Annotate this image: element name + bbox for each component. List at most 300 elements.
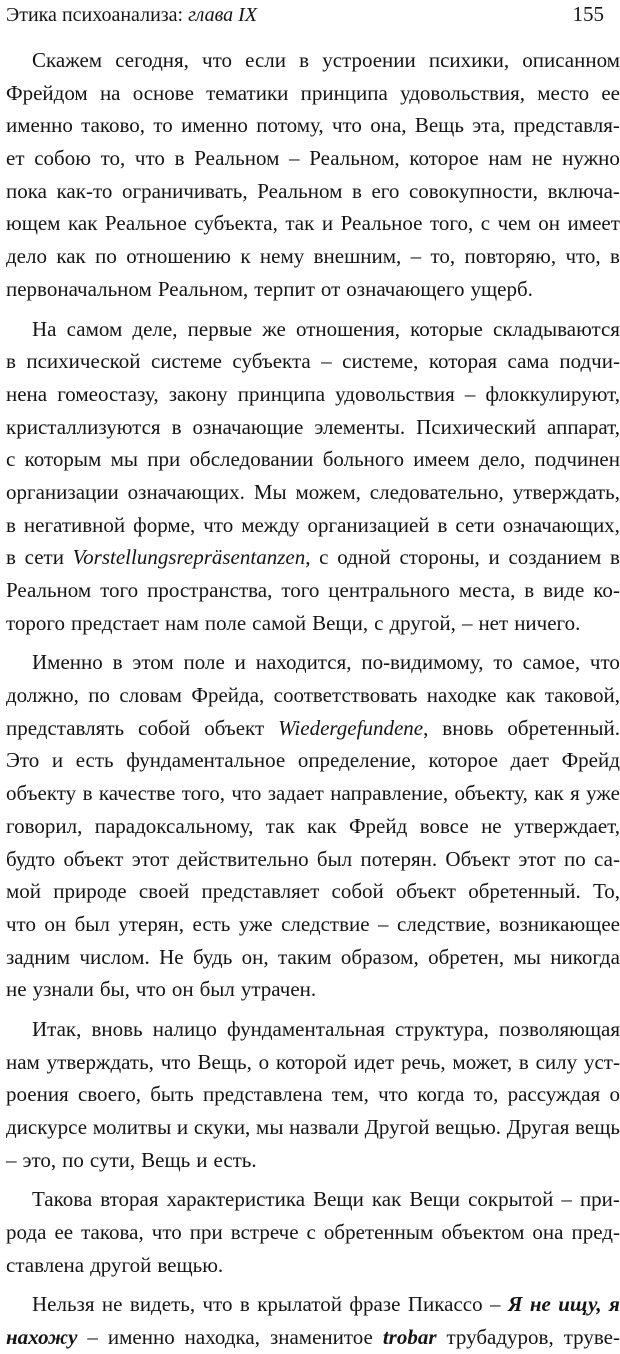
word: означающего [346, 276, 465, 301]
word: подчинен [534, 447, 620, 472]
word: находится, [255, 650, 352, 675]
word: то, [473, 1082, 499, 1107]
text-line [6, 443, 620, 476]
word: ущерб. [470, 276, 533, 301]
word: пред- [571, 1220, 620, 1245]
text-line [6, 175, 620, 208]
word: первые [187, 316, 253, 341]
word: от [320, 276, 341, 301]
word: потерян. [360, 846, 438, 871]
text-line [6, 712, 620, 745]
emphasized-word: ищу, [558, 1292, 602, 1317]
word: психики, [428, 48, 510, 72]
word: объект [396, 879, 456, 904]
word: видеть, [129, 1292, 196, 1317]
word: на [99, 80, 121, 105]
text-line [6, 777, 620, 810]
word: рода [6, 1220, 47, 1245]
word: что [135, 977, 166, 1002]
word: Такова [32, 1187, 93, 1212]
word: в [239, 1292, 250, 1317]
text-line [6, 1144, 620, 1177]
word: Вещи [313, 1187, 364, 1212]
word: подчи- [559, 349, 620, 374]
word: Пикассо [407, 1292, 483, 1317]
word: с [306, 1220, 316, 1245]
word: потому, [256, 113, 324, 138]
word: ее [601, 80, 620, 105]
word: Реальном [6, 578, 92, 602]
word: может, [452, 1049, 513, 1074]
word: ко- [593, 578, 620, 602]
word: организации [6, 479, 119, 504]
word: не [6, 977, 27, 1002]
word: в [171, 414, 182, 439]
emphasized-word: нахожу [6, 1325, 78, 1350]
word: флоккулируют, [485, 381, 620, 406]
word: она, [370, 113, 407, 138]
word: самой [252, 610, 307, 635]
word: которая [428, 349, 498, 374]
text-line [6, 77, 620, 110]
word: и [196, 1147, 208, 1172]
emphasized-word: Я [507, 1292, 523, 1317]
word: то, [430, 244, 456, 269]
text-line [6, 44, 620, 77]
word: имеем [413, 447, 470, 472]
word: совокупности, [408, 178, 538, 203]
word: не [531, 146, 553, 171]
word: виде [543, 578, 585, 602]
word: в [299, 48, 310, 72]
word: говорил, [6, 813, 83, 838]
running-title [6, 4, 257, 27]
word: что [6, 911, 36, 936]
word: ограничивать, [121, 178, 248, 203]
word: означающие [192, 414, 304, 439]
word: дискурсе [6, 1115, 88, 1139]
word: складываются [493, 316, 620, 341]
word: объектом [441, 1220, 525, 1245]
word: вторая [100, 1187, 159, 1212]
word: означающих. [127, 479, 245, 504]
word: что, [565, 244, 601, 269]
word: Нельзя [32, 1292, 95, 1317]
text-line [6, 679, 620, 712]
text-line [6, 345, 620, 378]
word: в [6, 349, 16, 374]
word: центрального [328, 578, 450, 602]
text-line [6, 744, 620, 777]
word: что [151, 1220, 182, 1245]
word: принципа [237, 381, 326, 406]
word: Реальном [194, 146, 280, 171]
word: сокрытой [468, 1187, 554, 1212]
word: организацией [307, 512, 430, 537]
word: терпит [254, 276, 315, 301]
word: был [199, 977, 235, 1002]
word: – [289, 146, 300, 171]
word: первоначальном [6, 276, 152, 301]
word: мы [513, 944, 541, 969]
text-line [6, 1321, 620, 1354]
word: соответствовать [273, 683, 418, 708]
word: скуки, [193, 1115, 251, 1139]
word: к [240, 244, 251, 269]
word: Реальном, [157, 276, 249, 301]
word: имеет [567, 211, 620, 236]
word: другой, [389, 610, 456, 635]
word: такова, [81, 1220, 144, 1245]
word: утрачен. [240, 977, 317, 1002]
word: эта, [472, 113, 506, 138]
word: можем, [295, 479, 361, 504]
word: объект [204, 715, 265, 740]
word: фундаментальное [126, 748, 286, 773]
word: если [245, 48, 287, 72]
word: направление, [330, 781, 449, 806]
word: мы [256, 1115, 284, 1139]
word: бы, [99, 977, 130, 1002]
word: следствие, [397, 911, 491, 936]
word: системе [150, 349, 222, 374]
text-line [6, 476, 620, 509]
word: На [32, 316, 57, 341]
word: в [174, 146, 185, 171]
word: объекту, [454, 781, 528, 806]
word: отношения, [295, 316, 400, 341]
word: по [62, 1147, 84, 1172]
word: не [101, 1292, 123, 1317]
word: встрече [230, 1220, 299, 1245]
word: в [524, 578, 535, 602]
word: с [480, 211, 491, 236]
word: должно, [6, 683, 79, 708]
text-line [6, 843, 620, 876]
word: торого [6, 610, 65, 635]
word: представлена [203, 1082, 323, 1107]
word: уже [238, 911, 273, 936]
text-line [6, 810, 620, 843]
word: одной [337, 545, 391, 570]
word: собой [138, 715, 191, 740]
word: налицо [152, 1016, 217, 1041]
word: молитвы [92, 1115, 172, 1139]
word: дает [510, 748, 549, 773]
word: – [464, 381, 476, 406]
word: и [488, 545, 500, 570]
word: деле, [132, 316, 178, 341]
word: места, [458, 578, 516, 602]
word: что [134, 146, 165, 171]
word: природе [53, 879, 127, 904]
word: своей [138, 879, 190, 904]
word: уст- [583, 1049, 620, 1074]
word: вещью. [435, 1115, 502, 1139]
word: ее [54, 1220, 74, 1245]
word: Фрейда, [191, 683, 265, 708]
text-line [6, 541, 620, 574]
word: в [6, 512, 16, 537]
text-line [6, 142, 620, 175]
word: о [258, 1049, 270, 1074]
word: удовольствия, [400, 80, 526, 105]
word: дело [6, 244, 47, 269]
word: это, [22, 1147, 57, 1172]
word: удовольствия [335, 381, 455, 406]
word: не [481, 813, 502, 838]
word: ющем [6, 211, 61, 236]
word: с [6, 447, 16, 472]
word: сети [24, 545, 64, 570]
word: качестве [98, 781, 176, 806]
word: нужно [562, 146, 620, 171]
word: аппарат, [547, 414, 620, 439]
word: самом [66, 316, 123, 341]
word: так [265, 813, 295, 838]
word: в [437, 512, 448, 537]
word: утерян, [118, 911, 185, 936]
word: что [160, 1049, 191, 1074]
word: то [153, 113, 173, 138]
word: по [95, 244, 117, 269]
word: нам [165, 610, 199, 635]
word: как-то [56, 178, 113, 203]
text-line [6, 1013, 620, 1046]
emphasized-word: Wiedergefundene [278, 715, 424, 740]
word: Психический [416, 414, 537, 439]
word: как [371, 1187, 402, 1212]
word: пространства, [147, 578, 273, 602]
word: внешним, [313, 244, 402, 269]
word: собой [331, 879, 384, 904]
word: мы [110, 447, 138, 472]
word: и [321, 211, 334, 236]
word: вновь [442, 715, 494, 740]
word: – [561, 1187, 572, 1212]
word: элементы. [314, 414, 406, 439]
word: знаменитое [269, 1325, 373, 1350]
body-text [6, 44, 620, 1354]
word: в [610, 545, 620, 570]
word: своего, [77, 1082, 141, 1107]
word: находке [426, 683, 497, 708]
word: нему [259, 244, 305, 269]
word: речь, [400, 1049, 446, 1074]
word: – [6, 1147, 17, 1172]
word: при [189, 1220, 223, 1245]
word: описанном [522, 48, 620, 72]
word: место [537, 80, 590, 105]
word: того [281, 578, 320, 602]
word: он [538, 211, 561, 236]
word: кристаллизуются [6, 414, 161, 439]
word: которым [24, 447, 102, 472]
word: Это [6, 748, 40, 773]
word: вещью. [157, 1252, 224, 1277]
word: тематики [206, 80, 289, 105]
word: я [570, 781, 580, 806]
word: самое, [522, 650, 581, 675]
word: что [331, 113, 362, 138]
word: при [147, 447, 181, 472]
word: что [378, 1082, 409, 1107]
text-line [6, 411, 620, 444]
word: определение, [297, 748, 416, 773]
word: ет [6, 146, 25, 171]
word: представляет [201, 879, 320, 904]
word: и [234, 650, 246, 675]
text-line [6, 1111, 620, 1144]
text-line [6, 908, 620, 941]
word: ставлена [6, 1252, 85, 1277]
word: позволяющая [498, 1016, 620, 1041]
word: был [74, 911, 110, 936]
word: Реальное [104, 211, 187, 236]
word: повторяю, [464, 244, 557, 269]
word: Вещи, [312, 610, 369, 635]
word: узнали [32, 977, 94, 1002]
word: собою [34, 146, 91, 171]
word: – [321, 349, 332, 374]
word: закону [168, 381, 228, 406]
word: – [410, 244, 422, 269]
word: Вещи [409, 1187, 461, 1212]
text-line [6, 378, 620, 411]
word: когда [417, 1082, 465, 1107]
text-line [6, 207, 620, 240]
word: таковой, [544, 683, 620, 708]
word: был [316, 846, 353, 871]
word: утверждать, [46, 1049, 154, 1074]
word: парадоксальному, [94, 813, 254, 838]
word: в [82, 781, 93, 806]
word: в [351, 178, 362, 203]
text-line [6, 109, 620, 142]
text-line [6, 574, 620, 607]
text-line [6, 875, 620, 908]
word: образом, [340, 944, 419, 969]
text-line [6, 1183, 620, 1216]
word: Другая [506, 1115, 570, 1139]
word: которое [428, 748, 498, 773]
word: в [518, 1049, 529, 1074]
word: Реальном [257, 178, 343, 203]
word: Реальном, [309, 146, 400, 171]
word: нена [6, 381, 48, 406]
word: задним [6, 944, 71, 969]
word: фундаментальная [227, 1016, 385, 1041]
word: обретен, [428, 944, 505, 969]
word: которое [409, 146, 479, 171]
text-line [6, 509, 620, 542]
word: основе [132, 80, 194, 105]
word: сути, [89, 1147, 136, 1172]
word: как [56, 244, 86, 269]
word: никогда [550, 944, 620, 969]
word: того, [181, 781, 225, 806]
word: пока [6, 178, 47, 203]
word: са- [594, 846, 620, 871]
word: идет [353, 1049, 395, 1074]
word: что [231, 781, 262, 806]
word: возникающее [499, 911, 620, 936]
word: числом. [79, 944, 150, 969]
word: уже [586, 781, 620, 806]
text-line [6, 273, 620, 306]
word: как [506, 683, 536, 708]
word-group [278, 712, 428, 745]
word: созданием [508, 545, 602, 570]
emphasized-word: Vorstellungsrepräsentanzen [72, 545, 306, 570]
text-line [6, 607, 620, 640]
text-line [6, 240, 620, 273]
word: именно [6, 113, 73, 138]
word: Фрейд [561, 748, 620, 773]
word: что [203, 512, 234, 537]
word: фразе [349, 1292, 401, 1317]
word: находка, [184, 1325, 260, 1350]
word: как [534, 781, 564, 806]
word: в [610, 244, 620, 269]
word: этот [518, 846, 556, 871]
word: , [305, 545, 311, 570]
word: системе, [342, 349, 419, 374]
word: То, [592, 879, 620, 904]
text-line [6, 1288, 620, 1321]
word: с [374, 610, 384, 635]
word: негативной [23, 512, 126, 537]
word: он, [241, 944, 269, 969]
word: этот [131, 846, 170, 871]
word: гомеостазу, [57, 381, 159, 406]
word: что [202, 1292, 233, 1317]
word: Скажем [32, 48, 103, 72]
word: вещь [575, 1115, 620, 1139]
word-group [73, 541, 311, 574]
word: представлять [6, 715, 125, 740]
word: между [241, 512, 300, 537]
word: рассуждая [507, 1082, 601, 1107]
word: нам [488, 146, 523, 171]
word: труве- [563, 1325, 620, 1350]
text-line [6, 941, 620, 974]
word: вовсе [419, 813, 469, 838]
word: задает [267, 781, 324, 806]
running-header [6, 0, 614, 36]
text-line [6, 973, 620, 1006]
word: нет [478, 610, 509, 635]
word: стороны, [399, 545, 480, 570]
word: сети [455, 512, 495, 537]
word: Не [159, 944, 184, 969]
word: поле [204, 610, 247, 635]
emphasized-word: не [529, 1292, 551, 1317]
word: другой [90, 1252, 152, 1277]
emphasized-word: trobar [382, 1325, 437, 1350]
word: как [67, 211, 98, 236]
word: именно [107, 1325, 175, 1350]
word: таким [278, 944, 332, 969]
word: быть [150, 1082, 194, 1107]
word: Вещь [414, 113, 464, 138]
word: будто [6, 846, 56, 871]
word: утверждает, [514, 813, 620, 838]
word: то [493, 650, 513, 675]
word: включа- [547, 178, 620, 203]
word: следовательно, [369, 479, 504, 504]
word: характеристика [166, 1187, 306, 1212]
